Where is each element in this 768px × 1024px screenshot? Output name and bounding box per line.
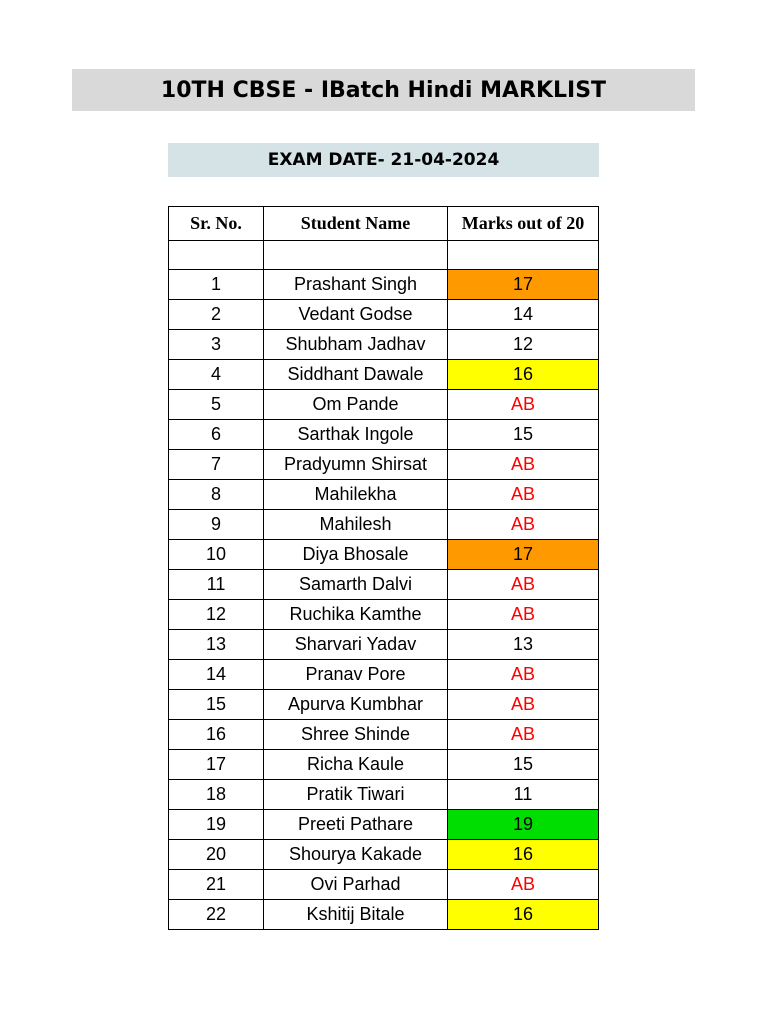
marks-cell: AB — [448, 570, 599, 600]
sr-no-cell: 5 — [169, 390, 264, 420]
sr-no-cell: 13 — [169, 630, 264, 660]
sr-no-cell: 4 — [169, 360, 264, 390]
sr-no-cell: 18 — [169, 780, 264, 810]
table-row — [169, 630, 599, 660]
sr-no-cell: 7 — [169, 450, 264, 480]
student-name-cell: Pradyumn Shirsat — [264, 450, 448, 480]
student-name-cell: Siddhant Dawale — [264, 360, 448, 390]
blank-cell — [264, 241, 448, 270]
marks-cell: AB — [448, 390, 599, 420]
header-sr-no: Sr. No. — [169, 207, 264, 241]
marks-cell: 15 — [448, 420, 599, 450]
sr-no-cell: 3 — [169, 330, 264, 360]
marks-table — [168, 206, 599, 930]
student-name-cell: Ovi Parhad — [264, 870, 448, 900]
student-name-cell: Diya Bhosale — [264, 540, 448, 570]
sr-no-cell: 14 — [169, 660, 264, 690]
sr-no-cell: 10 — [169, 540, 264, 570]
header-marks: Marks out of 20 — [448, 207, 599, 241]
marks-cell: AB — [448, 870, 599, 900]
sr-no-cell: 16 — [169, 720, 264, 750]
table-header-row — [169, 207, 599, 241]
table-row — [169, 600, 599, 630]
sr-no-cell: 19 — [169, 810, 264, 840]
marks-cell: 17 — [448, 270, 599, 300]
marks-cell: 16 — [448, 900, 599, 930]
blank-row — [169, 241, 599, 270]
page-title: 10TH CBSE - IBatch Hindi MARKLIST — [72, 69, 695, 111]
sr-no-cell: 17 — [169, 750, 264, 780]
table-row — [169, 420, 599, 450]
student-name-cell: Sarthak Ingole — [264, 420, 448, 450]
sr-no-cell: 21 — [169, 870, 264, 900]
marks-cell: AB — [448, 450, 599, 480]
blank-cell — [169, 241, 264, 270]
table-row — [169, 330, 599, 360]
student-name-cell: Pranav Pore — [264, 660, 448, 690]
table-row — [169, 780, 599, 810]
table-row — [169, 720, 599, 750]
table-row — [169, 570, 599, 600]
table-row — [169, 300, 599, 330]
student-name-cell: Om Pande — [264, 390, 448, 420]
student-name-cell: Shubham Jadhav — [264, 330, 448, 360]
table-row — [169, 690, 599, 720]
table-row — [169, 450, 599, 480]
table-row — [169, 840, 599, 870]
table-row — [169, 660, 599, 690]
sr-no-cell: 11 — [169, 570, 264, 600]
sr-no-cell: 1 — [169, 270, 264, 300]
sr-no-cell: 12 — [169, 600, 264, 630]
sr-no-cell: 9 — [169, 510, 264, 540]
student-name-cell: Ruchika Kamthe — [264, 600, 448, 630]
table-body — [169, 241, 599, 930]
table-row — [169, 480, 599, 510]
student-name-cell: Shourya Kakade — [264, 840, 448, 870]
student-name-cell: Kshitij Bitale — [264, 900, 448, 930]
blank-cell — [448, 241, 599, 270]
table-row — [169, 360, 599, 390]
sr-no-cell: 20 — [169, 840, 264, 870]
student-name-cell: Shree Shinde — [264, 720, 448, 750]
table-row — [169, 810, 599, 840]
table-row — [169, 510, 599, 540]
sr-no-cell: 2 — [169, 300, 264, 330]
marks-cell: 12 — [448, 330, 599, 360]
student-name-cell: Mahilekha — [264, 480, 448, 510]
marks-cell: 14 — [448, 300, 599, 330]
marks-cell: AB — [448, 600, 599, 630]
student-name-cell: Sharvari Yadav — [264, 630, 448, 660]
student-name-cell: Prashant Singh — [264, 270, 448, 300]
student-name-cell: Preeti Pathare — [264, 810, 448, 840]
table-row — [169, 900, 599, 930]
marks-cell: AB — [448, 510, 599, 540]
marks-cell: AB — [448, 480, 599, 510]
table-row — [169, 870, 599, 900]
header-student-name: Student Name — [264, 207, 448, 241]
table-row — [169, 540, 599, 570]
marks-cell: 13 — [448, 630, 599, 660]
student-name-cell: Apurva Kumbhar — [264, 690, 448, 720]
marks-cell: 16 — [448, 840, 599, 870]
table-row — [169, 270, 599, 300]
sr-no-cell: 15 — [169, 690, 264, 720]
sr-no-cell: 22 — [169, 900, 264, 930]
marks-cell: 19 — [448, 810, 599, 840]
student-name-cell: Vedant Godse — [264, 300, 448, 330]
marks-cell: AB — [448, 660, 599, 690]
table-row — [169, 390, 599, 420]
marks-cell: 16 — [448, 360, 599, 390]
sr-no-cell: 8 — [169, 480, 264, 510]
student-name-cell: Mahilesh — [264, 510, 448, 540]
marks-cell: 15 — [448, 750, 599, 780]
marks-cell: 17 — [448, 540, 599, 570]
marks-cell: AB — [448, 690, 599, 720]
marks-cell: 11 — [448, 780, 599, 810]
sr-no-cell: 6 — [169, 420, 264, 450]
marks-cell: AB — [448, 720, 599, 750]
table-row — [169, 750, 599, 780]
student-name-cell: Samarth Dalvi — [264, 570, 448, 600]
exam-date-banner: EXAM DATE- 21-04-2024 — [168, 143, 599, 177]
student-name-cell: Richa Kaule — [264, 750, 448, 780]
student-name-cell: Pratik Tiwari — [264, 780, 448, 810]
